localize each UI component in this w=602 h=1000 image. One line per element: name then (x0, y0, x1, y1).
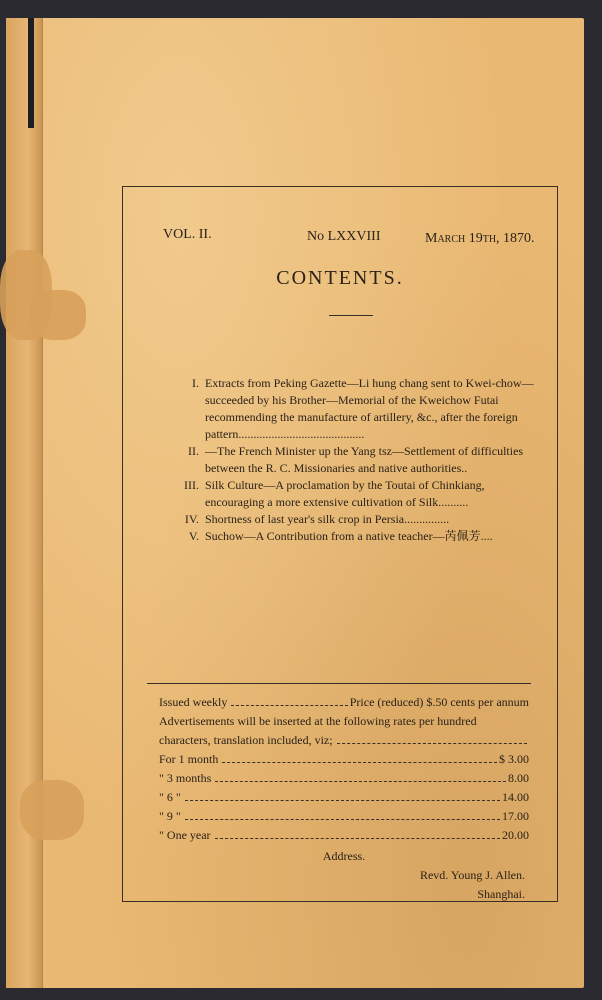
issued-line (159, 693, 529, 712)
ads-line-2 (159, 731, 529, 750)
toc-number: IV. (184, 512, 199, 526)
rate-label: " One year (159, 828, 211, 842)
rate-label: " 6 " (159, 790, 181, 804)
ads-line: Advertisements will be inserted at the following rates per hundred (159, 714, 477, 728)
rate-row (159, 769, 529, 788)
toc-number: V. (188, 529, 199, 543)
leader-dashes (222, 762, 497, 763)
toc-entry (163, 477, 535, 511)
leader-dashes (337, 743, 527, 744)
paper-tear (20, 780, 84, 840)
issue-header (123, 227, 557, 247)
section-divider (147, 683, 531, 684)
leader-dashes (185, 819, 500, 820)
toc-entry (163, 511, 535, 528)
contents-frame (122, 186, 558, 902)
rate-label: For 1 month (159, 752, 219, 766)
table-of-contents (163, 375, 535, 545)
toc-text: Suchow—A Contribution from a native teacher—芮佩芳.... (205, 529, 493, 543)
paper-tear (30, 290, 86, 340)
rate-amount: 8.00 (508, 771, 529, 785)
rate-row (159, 826, 529, 845)
book-spine (6, 18, 43, 988)
toc-entry (163, 443, 535, 477)
rate-row (159, 788, 529, 807)
toc-text: —The French Minister up the Yang tsz—Settlement of difficulties between the R. C. Missionaries and native authorities.. (205, 444, 524, 475)
toc-number: I. (192, 376, 199, 390)
volume-label: VOL. II. (163, 227, 212, 242)
rate-row (159, 807, 529, 826)
toc-entry (163, 528, 535, 545)
rate-label: " 3 months (159, 771, 212, 785)
issue-date: March 19th, 1870. (425, 231, 535, 246)
toc-text: Extracts from Peking Gazette—Li hung chang sent to Kwei-chow—succeeded by his Brother—Memorial of the Kweichow Futai recommending the manufacture of artillery, &c., after the foreign pattern.......................................... (205, 376, 534, 441)
rate-label: " 9 " (159, 809, 181, 823)
ads-text: characters, translation included, viz; (159, 733, 333, 747)
leader-dashes (215, 838, 500, 839)
toc-number: III. (184, 478, 199, 492)
subscription-info (159, 693, 529, 904)
rate-amount: $ 3.00 (499, 752, 529, 766)
price-text: Price (reduced) $.50 cents per annum (349, 695, 529, 709)
title-rule (329, 315, 373, 316)
rate-amount: 20.00 (502, 828, 529, 842)
leader-dashes (231, 705, 347, 706)
toc-text: Shortness of last year's silk crop in Persia............... (205, 512, 450, 526)
rate-row (159, 750, 529, 769)
rate-amount: 14.00 (502, 790, 529, 804)
signer-city: Shanghai. (477, 887, 525, 901)
spine-shadow (28, 18, 34, 128)
issued-label: Issued weekly (159, 695, 228, 709)
toc-entry (163, 375, 535, 443)
address-label: Address. (322, 849, 366, 863)
leader-dashes (185, 800, 500, 801)
signer-name: Revd. Young J. Allen. (419, 868, 525, 882)
contents-title: CONTENTS. (276, 267, 404, 289)
toc-text: Silk Culture—A proclamation by the Toutai of Chinkiang, encouraging a more extensive cultivation of Silk.......... (205, 478, 485, 509)
toc-number: II. (188, 444, 199, 458)
leader-dashes (215, 781, 506, 782)
issue-number: No LXXVIII (307, 229, 381, 244)
rate-amount: 17.00 (502, 809, 529, 823)
